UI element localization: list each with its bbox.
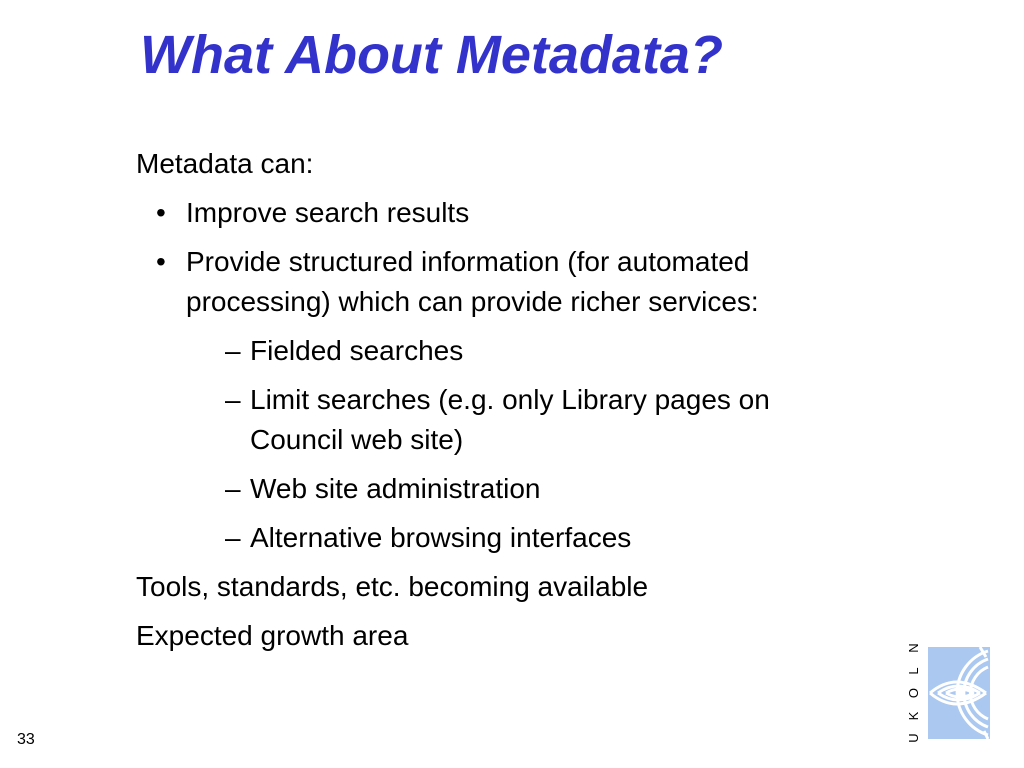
dash-marker: – [225, 384, 241, 415]
intro-text [136, 144, 936, 184]
bullet-text: Improve search results [186, 197, 470, 228]
bullet-text-continued: processing) which can provide richer services: [186, 286, 759, 317]
closing-text [136, 567, 936, 607]
sub-bullet-item [136, 380, 936, 460]
closing-line: Expected growth area [136, 620, 409, 651]
closing-line: Tools, standards, etc. becoming available [136, 571, 649, 602]
logo-wordmark [904, 641, 924, 745]
logo-letter: O [906, 687, 921, 699]
sub-bullet-text: Alternative browsing interfaces [250, 522, 632, 553]
closing-text [136, 616, 936, 656]
bullet-marker: • [156, 246, 166, 277]
sub-bullet-item [136, 331, 936, 371]
sub-bullet-text: Web site administration [250, 473, 541, 504]
sub-bullet-text: Fielded searches [250, 335, 464, 366]
slide-body [136, 144, 936, 656]
bullet-item [136, 242, 936, 322]
bullet-text: Provide structured information (for automated [186, 246, 750, 277]
logo-letter: K [906, 711, 921, 720]
logo-letter: U [906, 733, 921, 743]
ukoln-logo [904, 641, 990, 745]
eye-emblem-icon [928, 647, 990, 739]
dash-marker: – [225, 473, 241, 504]
page-number: 33 [17, 731, 35, 748]
bullet-marker: • [156, 197, 166, 228]
logo-letter: L [906, 666, 921, 675]
bullet-item [136, 193, 936, 233]
slide-title: What About Metadata? [140, 25, 723, 85]
intro-label: Metadata can: [136, 148, 314, 179]
sub-bullet-item [136, 469, 936, 509]
sub-bullet-item [136, 518, 936, 558]
sub-bullet-text: Limit searches (e.g. only Library pages on [250, 384, 770, 415]
dash-marker: – [225, 522, 241, 553]
sub-bullet-text-continued: Council web site) [250, 424, 464, 455]
dash-marker: – [225, 335, 241, 366]
logo-letter: N [906, 643, 921, 653]
